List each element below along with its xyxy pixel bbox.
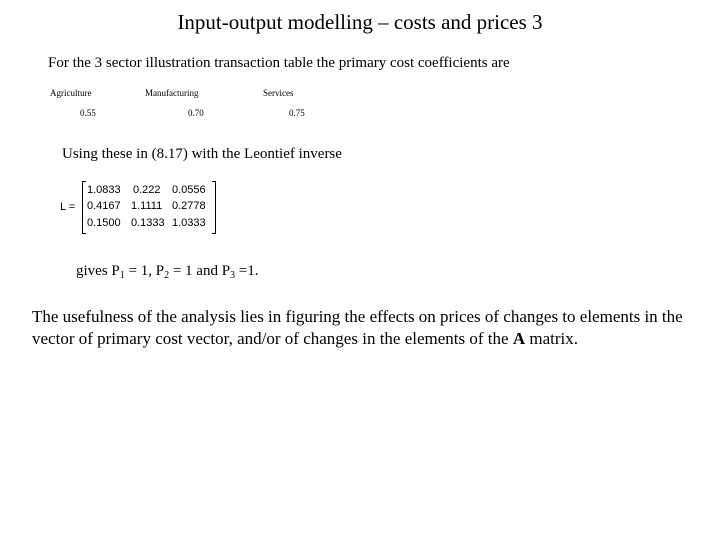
p1-subscript: 1 bbox=[119, 270, 125, 281]
usefulness-text: The usefulness of the analysis lies in figuring the effects on prices of changes to elements in the vector of primary cost vector, and/or of changes in the elements of the bbox=[32, 307, 683, 348]
matrix-cell: 0.222 bbox=[133, 184, 161, 196]
p2-value: = 1 and bbox=[169, 263, 222, 279]
matrix-cell: 0.0556 bbox=[172, 184, 206, 196]
p1-letter: P bbox=[111, 263, 120, 279]
usefulness-end: matrix. bbox=[525, 329, 578, 348]
sector-value-agriculture: 0.55 bbox=[80, 108, 96, 118]
matrix-a-bold: A bbox=[512, 329, 526, 348]
gives-prefix: gives bbox=[76, 263, 112, 279]
matrix-lhs: L = bbox=[60, 201, 76, 213]
sector-label-services: Services bbox=[263, 88, 294, 98]
prices-result-text bbox=[76, 262, 259, 280]
leontief-intro-text: Using these in (8.17) with the Leontief inverse bbox=[62, 146, 342, 162]
p3-letter: P bbox=[221, 263, 231, 279]
p3-value: =1. bbox=[235, 263, 259, 279]
matrix-cell: 0.1333 bbox=[131, 217, 165, 229]
sector-label-manufacturing: Manufacturing bbox=[145, 88, 199, 98]
matrix-cell: 1.1111 bbox=[131, 200, 163, 212]
p2-subscript: 2 bbox=[164, 270, 170, 281]
p3-subscript: 3 bbox=[230, 270, 236, 281]
slide-title: Input-output modelling – costs and prices 3 bbox=[177, 10, 543, 34]
matrix-cell: 0.2778 bbox=[172, 200, 206, 212]
matrix-cell: 1.0833 bbox=[87, 184, 121, 196]
p1-value: = 1, bbox=[124, 263, 156, 279]
p2-letter: P bbox=[155, 263, 165, 279]
leontief-inverse-matrix bbox=[60, 180, 220, 234]
intro-text: For the 3 sector illustration transaction table the primary cost coefficients are bbox=[48, 55, 510, 71]
matrix-cell: 0.4167 bbox=[87, 200, 121, 212]
matrix-cell: 1.0333 bbox=[172, 217, 206, 229]
matrix-left-bracket bbox=[82, 181, 86, 234]
matrix-right-bracket bbox=[212, 181, 216, 234]
sector-label-agriculture: Agriculture bbox=[50, 88, 92, 98]
matrix-cell: 0.1500 bbox=[87, 217, 121, 229]
usefulness-paragraph bbox=[32, 306, 692, 350]
sector-value-manufacturing: 0.70 bbox=[188, 108, 204, 118]
sector-value-services: 0.75 bbox=[289, 108, 305, 118]
